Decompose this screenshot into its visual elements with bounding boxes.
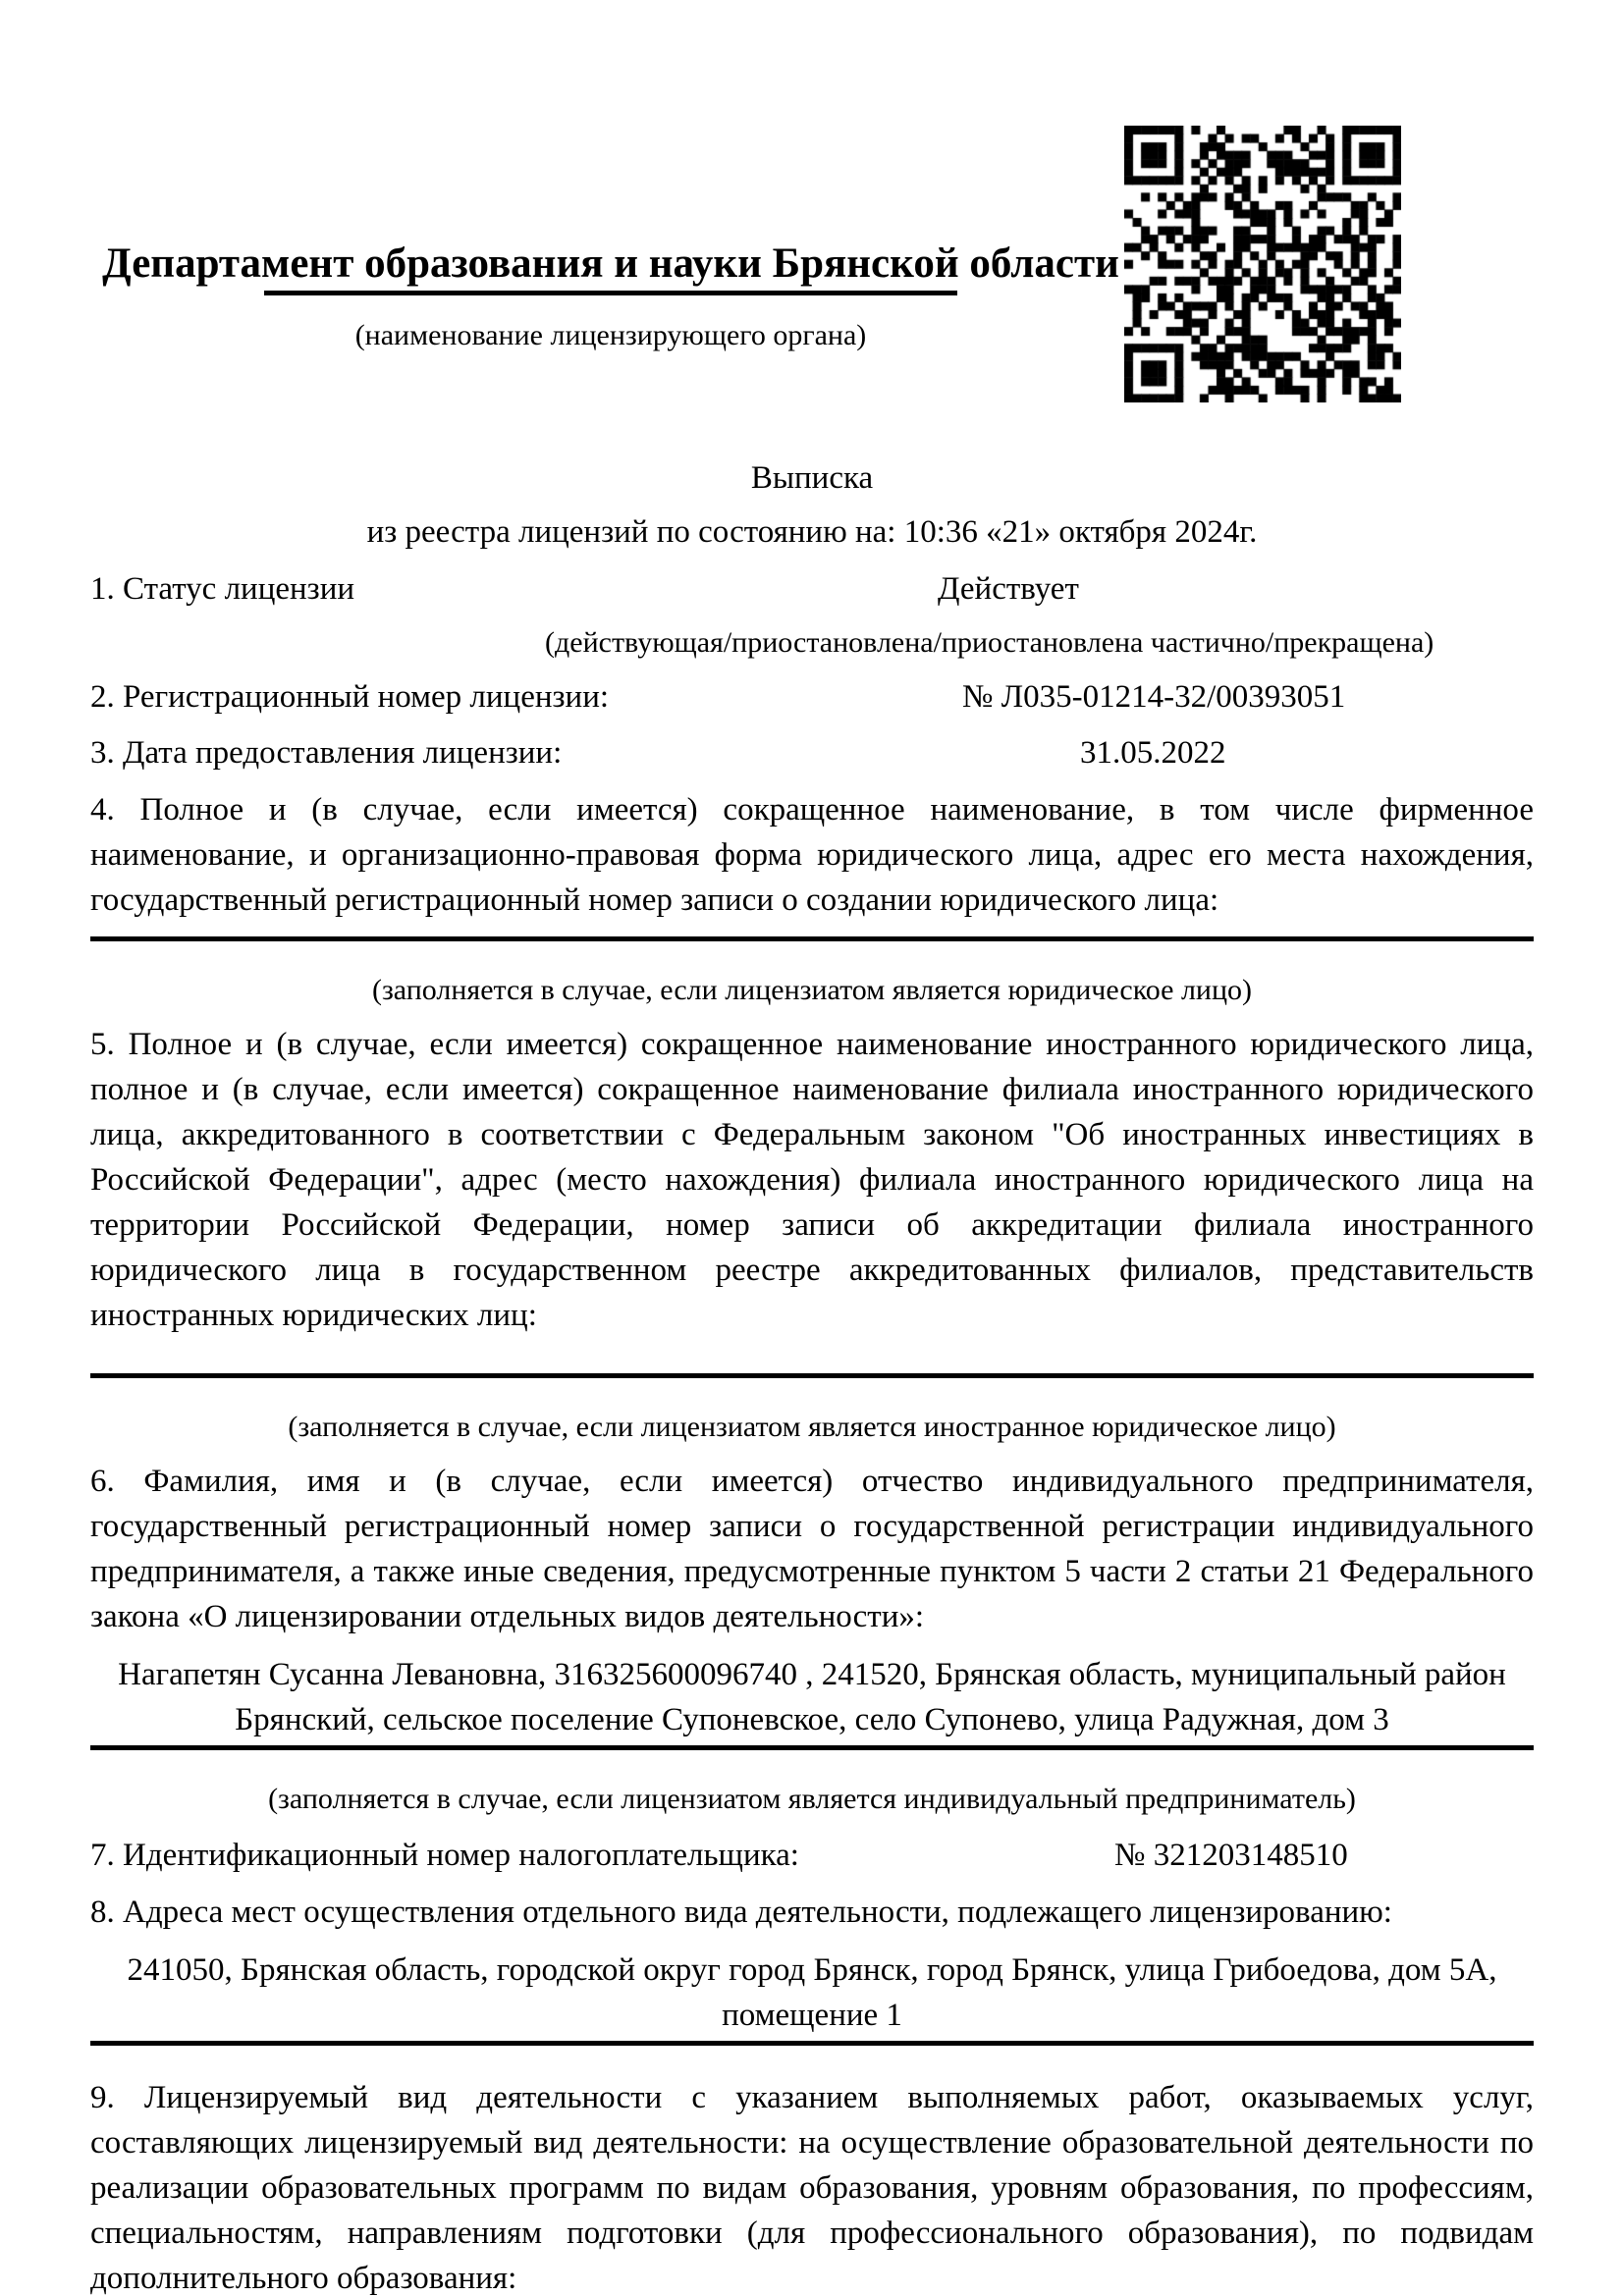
blank-field-rule-legal-entity: [90, 936, 1534, 941]
field-license-date-value: 31.05.2022: [1080, 735, 1226, 771]
document-subtitle: из реестра лицензий по состоянию на: 10:36 «21» октября 2024г.: [366, 514, 1258, 550]
section-9-text: 9. Лицензируемый вид деятельности с указанием выполняемых работ, оказываемых услуг, составляющих лицензируемый вид деятельности: на осуществление образовательной деятельности по реализации образовательных программ по видам образования, уровням образования, по профессиям, специальностям, направлениям подготовки (для профессионального образования), по подвидам дополнительного образования:: [90, 2080, 1534, 2296]
licensee-entry: Нагапетян Сусанна Левановна, 316325600096740 , 241520, Брянская область, муниципальный район Брянский, сельское поселение Супоневское, село Супонево, улица Радужная, дом 3: [118, 1657, 1506, 1737]
section-6-text: 6. Фамилия, имя и (в случае, если имеется) отчество индивидуального предпринимателя, государственный регистрационный номер записи о государственной регистрации индивидуального предпринимателя, а также иные сведения, предусмотренные пунктом 5 части 2 статьи 21 Федерального закона «О лицензировании отдельных видов деятельности»:: [90, 1464, 1534, 1634]
field-license-date-label: 3. Дата предоставления лицензии:: [90, 735, 563, 771]
field-taxpayer-number: [90, 1833, 1534, 1878]
document-title: Выписка: [750, 460, 874, 496]
section-4-text: 4. Полное и (в случае, если имеется) сокращенное наименование, в том числе фирменное наименование, и организационно-правовая форма юридического лица, адрес его места нахождения, государственный регистрационный номер записи о создании юридического лица:: [90, 792, 1534, 918]
field-license-date: [90, 730, 1534, 775]
filled-field-rule-entrepreneur: [90, 1745, 1534, 1750]
authority-name: Департамент образования и науки Брянской области: [102, 240, 1119, 287]
field-registration-number-label: 2. Регистрационный номер лицензии:: [90, 679, 610, 715]
authority-block: [90, 241, 1131, 352]
section-5-caption: (заполняется в случае, если лицензиатом является иностранное юридическое лицо): [288, 1411, 1336, 1443]
filled-field-rule-address: [90, 2041, 1534, 2046]
field-registration-number-value: № Л035-01214-32/00393051: [962, 679, 1346, 715]
field-license-status-value: Действует: [938, 571, 1079, 607]
section-6-caption: (заполняется в случае, если лицензиатом является индивидуальный предприниматель): [268, 1783, 1356, 1815]
section-8-label: 8. Адреса мест осуществления отдельного вида деятельности, подлежащего лицензированию:: [90, 1895, 1392, 1930]
field-taxpayer-number-label: 7. Идентификационный номер налогоплательщика:: [90, 1838, 799, 1873]
qr-code: [1124, 126, 1401, 402]
document-content: [90, 0, 1534, 2296]
blank-field-rule-foreign-entity: [90, 1373, 1534, 1378]
field-license-status-caption: (действующая/приостановлена/приостановлена частично/прекращена): [545, 626, 1434, 659]
authority-underline: [264, 291, 957, 295]
field-registration-number: [90, 674, 1534, 720]
field-taxpayer-number-value: № 321203148510: [1114, 1838, 1348, 1873]
field-license-status: [90, 566, 1534, 612]
activity-address-entry: 241050, Брянская область, городской округ город Брянск, город Брянск, улица Грибоедова, дом 5А, помещение 1: [127, 1952, 1497, 2033]
section-5-text: 5. Полное и (в случае, если имеется) сокращенное наименование иностранного юридического лица, полное и (в случае, если имеется) сокращенное наименование филиала иностранного юридического лица, аккредитованного в соответствии с Федеральным законом "Об иностранных инвестициях в Российской Федерации", адрес (место нахождения) филиала иностранного юридического лица на территории Российской Федерации, номер записи об аккредитации филиала иностранного юридического лица в государственном реестре аккредитованных филиалов, представительств иностранных юридических лиц:: [90, 1027, 1534, 1333]
section-4-caption: (заполняется в случае, если лицензиатом является юридическое лицо): [371, 974, 1253, 1006]
field-license-status-label: 1. Статус лицензии: [90, 571, 355, 607]
document-header: [90, 0, 1534, 410]
authority-caption: (наименование лицензирующего органа): [354, 319, 867, 352]
